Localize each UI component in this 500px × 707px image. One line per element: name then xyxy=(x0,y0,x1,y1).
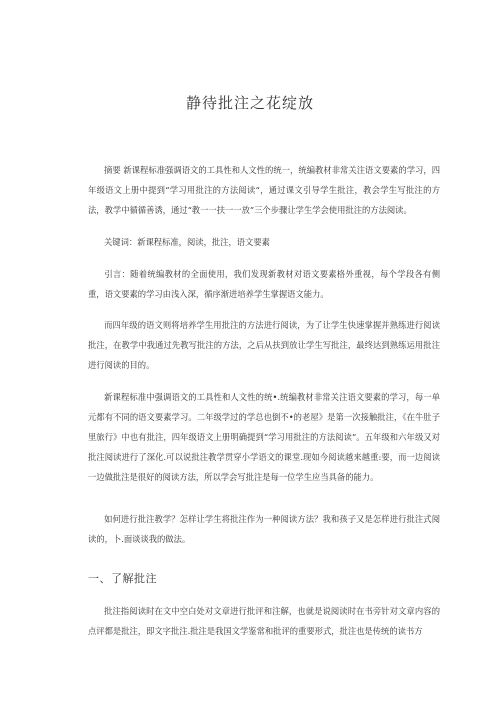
body-paragraph-1 xyxy=(88,315,440,375)
intro-text: 引言：随着统编教材的全面使用，我们发现新教材对语文要素格外重视，每个学段各有侧重，语文要素的学习由浅入深，循序渐进培养学生掌握语文能力。 xyxy=(88,269,440,299)
keywords-text: 关键词：新课程标准，阅读，批注，语文要素 xyxy=(104,237,270,247)
intro-paragraph xyxy=(88,264,440,304)
body-paragraph-2-text: 新课程标准中强调语文的工具性和人文性的统•.统编教材非常关注语文要素的学习，每一单元都有不同的语文要素学习。二年级学过的学总也倒不•的老屋》是第一次接触批注，《在牛肚子里旅行》中也有批注，四年级语文上册明确提到“学习用批注的方法阅读”。五年级和六年级又对批注阅读进行了深化.可以说批注教学贯穿小学语文的课堂.现如今阅读越来越重:要，而一边阅读一边做批注是很好的阅读方法，所以学会写批注是每一位学生应当具备的能力。 xyxy=(88,392,440,482)
section-1-paragraph-text: 批注指阅读时在文中空白处对文章进行批评和注解，也就是说阅读时在书旁针对文章内容的点评都是批注，即文字批注.批注是我国文学鉴常和批评的重要形式，批注也是传统的读书方 xyxy=(88,606,440,636)
section-heading-1: 一、了解批注 xyxy=(88,572,157,585)
body-paragraph-2 xyxy=(88,387,440,487)
abstract-paragraph xyxy=(88,160,440,220)
document-title: 静待批注之花绽放 xyxy=(185,94,314,112)
body-paragraph-1-text: 而四年级的语文则将培养学生用批注的方法进行阅读，为了让学生快速掌握并熟练进行阅读批注，在教学中我通过先教写批注的方法，之后从扶到放让学生写批注，最终达到熟练运用批注进行阅读的目的。 xyxy=(88,320,440,370)
body-paragraph-3-text: 如何进行批注教学？怎样让学生将批注作为一种阅读方法？我和孩子又是怎样进行批注式阅读的，卜.面谈谈我的做法。 xyxy=(88,514,440,544)
section-1-paragraph xyxy=(88,601,440,641)
body-paragraph-3 xyxy=(88,509,440,549)
keywords-paragraph xyxy=(88,232,440,252)
abstract-text: 摘要 新课程标准强调语文的工具性和人文性的统一，统编教材非常关注语文要素的学习，四年级语文上册中提到“学习用批注的方法阅读“，通过课文引导学生批注，教会学生写批注的方法，教学中循循善诱，通过“教一一扶一一放”三个步骤让学生学会使用批注的方法阅读。 xyxy=(88,165,440,215)
